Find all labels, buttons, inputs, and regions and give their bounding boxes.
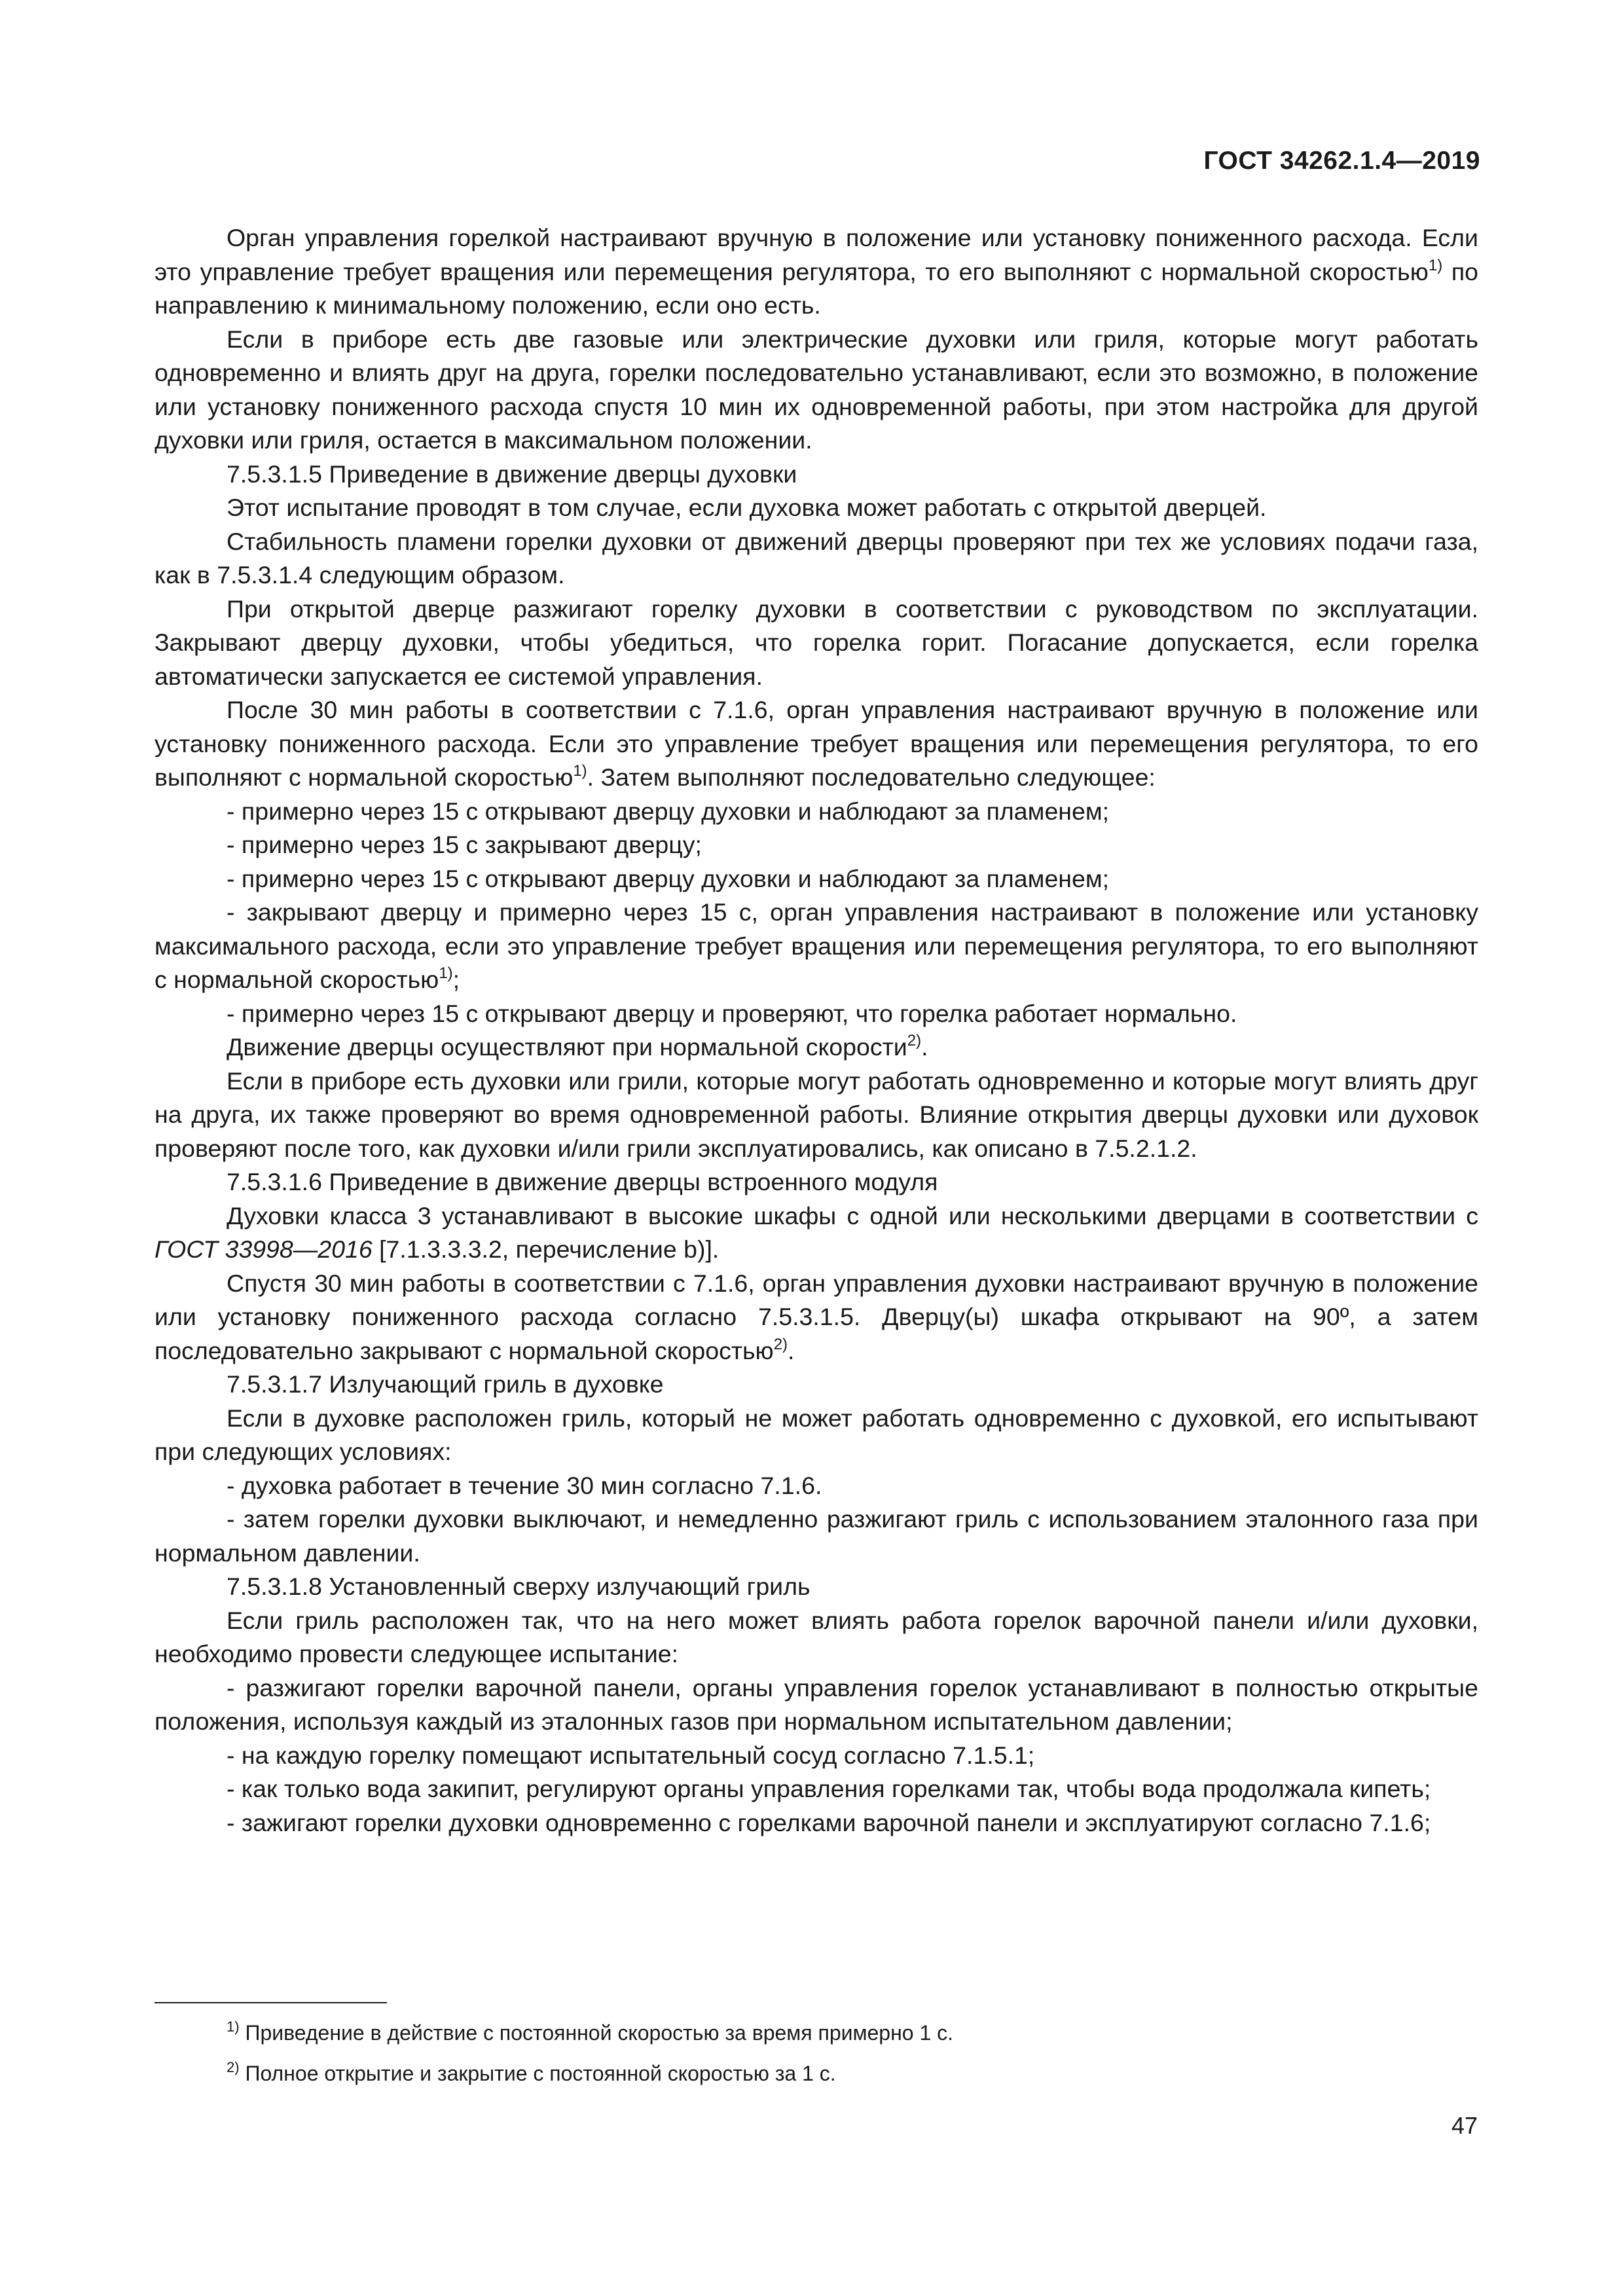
paragraph: Спустя 30 мин работы в соответствии с 7.1.6, орган управления духовки настраивают вручную в положение или установку пониженного расхода согласно 7.5.3.1.5. Дверцу(ы) шкафа открывают на 90º, а затем последовательно закрывают с нормальной скоростью$^{2)}$. <box>155 1269 1478 1364</box>
paragraph: - примерно через 15 с закрывают дверцу; <box>227 831 702 858</box>
paragraph: Если в приборе есть две газовые или электрические духовки или гриля, которые могут работать одновременно и влиять друг на друга, горелки последовательно устанавливают, если это возможно, в положение или установку пониженного расхода спустя 10 мин их одновременной работы, при этом настройка для другой духовки или гриля, остается в максимальном положении. <box>155 325 1478 454</box>
paragraph: 7.5.3.1.6 Приведение в движение дверцы встроенного модуля <box>227 1168 938 1195</box>
paragraph: Движение дверцы осуществляют при нормальной скорости$^{2)}$. <box>227 1032 928 1061</box>
paragraph: - примерно через 15 с открывают дверцу духовки и наблюдают за пламенем; <box>227 864 1110 892</box>
paragraph: 7.5.3.1.8 Установленный сверху излучающий гриль <box>227 1573 811 1600</box>
paragraph: - примерно через 15 с открывают дверцу духовки и наблюдают за пламенем; <box>227 797 1110 825</box>
paragraph: - как только вода закипит, регулируют органы управления горелками так, чтобы вода продолжала кипеть; <box>227 1775 1431 1802</box>
paragraph: Стабильность пламени горелки духовки от движений дверцы проверяют при тех же условиях подачи газа, как в 7.5.3.1.4 следующим образом. <box>155 527 1478 589</box>
paragraph: - зажигают горелки духовки одновременно с горелками варочной панели и эксплуатируют согласно 7.1.6; <box>227 1808 1431 1836</box>
paragraph: После 30 мин работы в соответствии с 7.1.6, орган управления настраивают вручную в положение или установку пониженного расхода. Если это управление требует вращения или перемещения регулятора, то его выполняют с нормальной скоростью$^{1)}$. Затем выполняют последовательно следующее: <box>155 696 1478 791</box>
paragraph: - разжигают горелки варочной панели, органы управления горелок устанавливают в полностью открытые положения, используя каждый из эталонных газов при нормальном испытательном давлении; <box>155 1673 1478 1735</box>
paragraph: - закрывают дверцу и примерно через 15 с, орган управления настраивают в положение или установку максимального расхода, если это управление требует вращения или перемещения регулятора, то его выполняют с нормальной скоростью$^{1)}$; <box>155 898 1478 993</box>
standard-code-header: ГОСТ 34262.1.4—2019 <box>1203 147 1480 175</box>
footnote: $^{2)}$ Полное открытие и закрытие с постоянной скоростью за 1 с. <box>227 2059 836 2085</box>
paragraph: - затем горелки духовки выключают, и немедленно разжигают гриль с использованием эталонного газа при нормальном давлении. <box>155 1505 1478 1567</box>
footnotes <box>227 2019 1470 2100</box>
paragraph: - примерно через 15 с открывают дверцу и проверяют, что горелка работает нормально. <box>227 999 1237 1027</box>
paragraph: Если гриль расположен так, что на него может влиять работа горелок варочной панели и/или духовки, необходимо провести следующее испытание: <box>155 1606 1478 1667</box>
paragraph: - на каждую горелку помещают испытательный сосуд согласно 7.1.5.1; <box>227 1741 1035 1769</box>
body-text <box>155 221 1478 1840</box>
paragraph: Если в приборе есть духовки или грили, которые могут работать одновременно и которые могут влиять друг на друга, их также проверяют во время одновременной работы. Влияние открытия дверцы духовки или духовок проверяют после того, как духовки и/или грили эксплуатировались, как описано в 7.5.2.1.2. <box>155 1066 1478 1162</box>
paragraph: Этот испытание проводят в том случае, если духовка может работать с открытой дверцей. <box>227 494 1267 521</box>
paragraph: Если в духовке расположен гриль, который не может работать одновременно с духовкой, его испытывают при следующих условиях: <box>155 1404 1478 1465</box>
paragraph: Орган управления горелкой настраивают вручную в положение или установку пониженного расхода. Если это управление требует вращения или перемещения регулятора, то его выполняют с нормальной скоростью$^{1)}$ по направлению к минимальному положению, если оно есть. <box>155 224 1478 319</box>
footnote: $^{1)}$ Приведение в действие с постоянной скоростью за время примерно 1 с. <box>227 2018 954 2045</box>
page-number: 47 <box>1451 2112 1478 2139</box>
paragraph: - духовка работает в течение 30 мин согласно 7.1.6. <box>227 1471 822 1499</box>
paragraph: 7.5.3.1.7 Излучающий гриль в духовке <box>227 1370 664 1398</box>
footnote-divider <box>155 2002 387 2003</box>
paragraph: 7.5.3.1.5 Приведение в движение дверцы духовки <box>227 460 797 488</box>
paragraph: При открытой дверце разжигают горелку духовки в соответствии с руководством по эксплуатации. Закрывают дверцу духовки, чтобы убедиться, что горелка горит. Погасание допускается, если горелка автоматически запускается ее системой управления. <box>155 594 1478 690</box>
paragraph: Духовки класса 3 устанавливают в высокие шкафы с одной или несколькими дверцами в соответствии с ГОСТ 33998—2016 [7.1.3.3.3.2, перечисление b)]. <box>155 1201 1478 1263</box>
